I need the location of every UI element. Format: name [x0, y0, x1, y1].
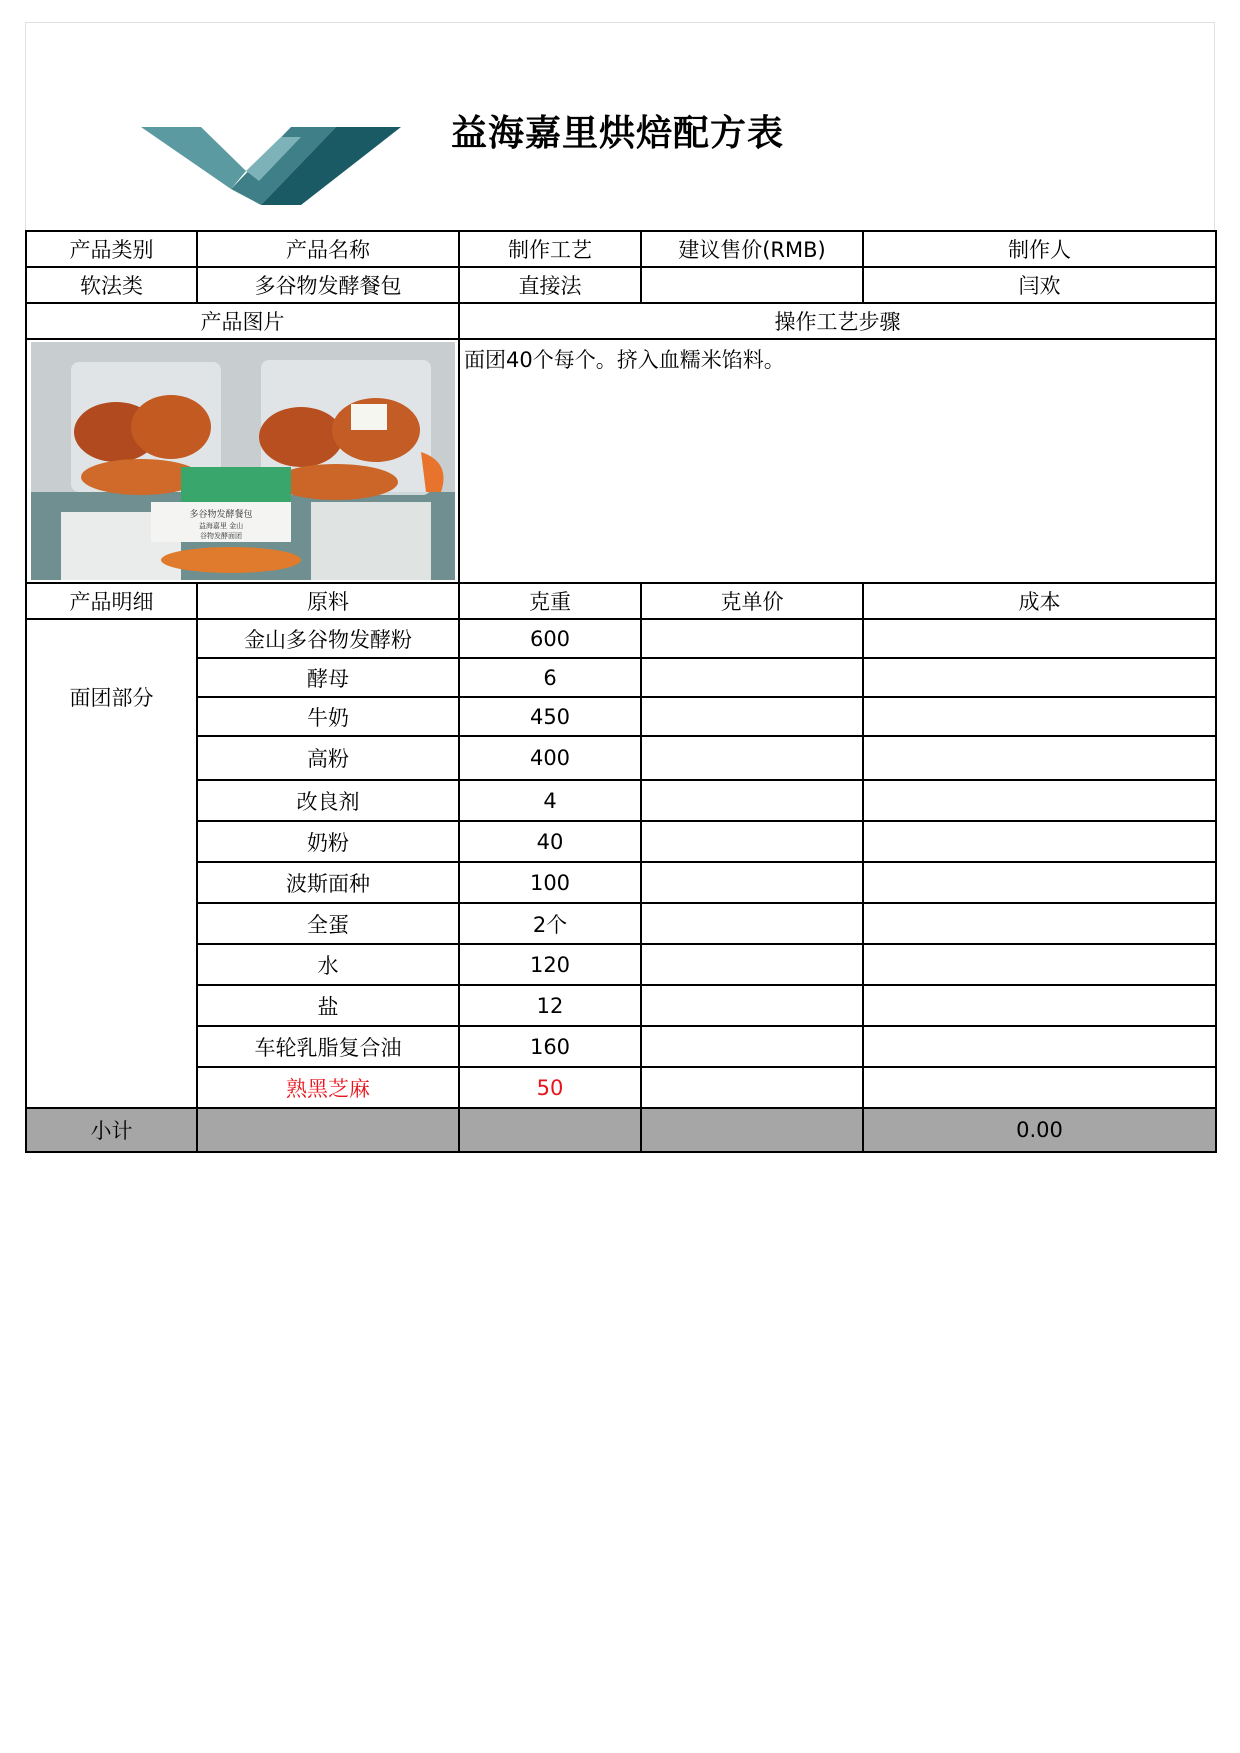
ingredient-weight: 2个 — [459, 903, 641, 944]
ingredient-name: 改良剂 — [197, 780, 459, 821]
ingredient-name: 牛奶 — [197, 697, 459, 736]
ingredient-unit-price — [641, 862, 863, 903]
ingredient-name: 酵母 — [197, 658, 459, 697]
ingredient-row — [26, 821, 1216, 862]
ingredient-weight: 12 — [459, 985, 641, 1026]
ingredient-unit-price — [641, 903, 863, 944]
ingredient-row — [26, 944, 1216, 985]
ingredient-unit-price — [641, 736, 863, 780]
ingredient-cost — [863, 1067, 1216, 1108]
ingredient-name: 高粉 — [197, 736, 459, 780]
subtotal-cell — [641, 1108, 863, 1152]
ingredient-weight: 600 — [459, 619, 641, 658]
subtotal-cell — [197, 1108, 459, 1152]
ingredient-weight: 50 — [459, 1067, 641, 1108]
ingredient-cost — [863, 658, 1216, 697]
header-cell: 原料 — [197, 583, 459, 619]
ingredient-weight: 120 — [459, 944, 641, 985]
ingredient-weight: 160 — [459, 1026, 641, 1067]
ingredient-row — [26, 658, 1216, 697]
header-cell: 制作工艺 — [459, 231, 641, 267]
sheet-header — [25, 22, 1215, 230]
ingredient-name: 全蛋 — [197, 903, 459, 944]
ingredient-row — [26, 903, 1216, 944]
ingredient-weight: 400 — [459, 736, 641, 780]
header-cell: 产品类别 — [26, 231, 197, 267]
maker-name: 闫欢 — [863, 267, 1216, 303]
subtotal-row — [26, 1108, 1216, 1152]
ingredient-row — [26, 1026, 1216, 1067]
ingredient-weight: 450 — [459, 697, 641, 736]
ingredient-cost — [863, 944, 1216, 985]
ingredient-unit-price — [641, 658, 863, 697]
group-label-text: 面团部分 — [69, 686, 154, 710]
ingredient-name: 奶粉 — [197, 821, 459, 862]
ingredient-row — [26, 736, 1216, 780]
ingredient-name: 水 — [197, 944, 459, 985]
ingredient-row — [26, 619, 1216, 658]
ingredient-unit-price — [641, 821, 863, 862]
wave-w-logo-icon — [141, 119, 401, 209]
ingredient-weight: 4 — [459, 780, 641, 821]
ingredient-unit-price — [641, 1067, 863, 1108]
header-cell: 制作人 — [863, 231, 1216, 267]
steps-header: 操作工艺步骤 — [459, 303, 1216, 339]
info-header-row — [26, 231, 1216, 267]
recipe-table — [25, 230, 1217, 1153]
ingredient-cost — [863, 736, 1216, 780]
product-category: 软法类 — [26, 267, 197, 303]
ingredient-unit-price — [641, 697, 863, 736]
detail-header-row — [26, 583, 1216, 619]
photo-header: 产品图片 — [26, 303, 459, 339]
ingredient-row — [26, 862, 1216, 903]
subtotal-cell — [459, 1108, 641, 1152]
ingredient-name: 车轮乳脂复合油 — [197, 1026, 459, 1067]
ingredient-unit-price — [641, 985, 863, 1026]
header-cell: 产品名称 — [197, 231, 459, 267]
ingredient-cost — [863, 619, 1216, 658]
ingredient-unit-price — [641, 619, 863, 658]
page-title: 益海嘉里烘焙配方表 — [451, 113, 785, 154]
photo-label-line: 多谷物发酵餐包 — [188, 510, 253, 520]
ingredient-cost — [863, 697, 1216, 736]
product-photo-cell — [26, 339, 459, 583]
product-photo — [31, 342, 455, 580]
group-label — [26, 619, 197, 1108]
ingredient-unit-price — [641, 1026, 863, 1067]
ingredient-name: 盐 — [197, 985, 459, 1026]
ingredient-weight: 6 — [459, 658, 641, 697]
recipe-sheet — [25, 22, 1215, 1152]
ingredient-cost — [863, 903, 1216, 944]
steps-text: 面团40个每个。挤入血糯米馅料。 — [459, 339, 1216, 583]
ingredient-unit-price — [641, 780, 863, 821]
header-cell: 产品明细 — [26, 583, 197, 619]
product-name: 多谷物发酵餐包 — [197, 267, 459, 303]
ingredient-cost — [863, 821, 1216, 862]
header-cell: 克重 — [459, 583, 641, 619]
ingredient-row — [26, 985, 1216, 1026]
ingredient-weight: 40 — [459, 821, 641, 862]
photo-steps-header-row — [26, 303, 1216, 339]
photo-steps-row — [26, 339, 1216, 583]
ingredient-cost — [863, 862, 1216, 903]
header-cell: 克单价 — [641, 583, 863, 619]
ingredient-row — [26, 697, 1216, 736]
ingredient-row — [26, 780, 1216, 821]
ingredient-row — [26, 1067, 1216, 1108]
info-value-row — [26, 267, 1216, 303]
ingredient-name: 波斯面种 — [197, 862, 459, 903]
process-method: 直接法 — [459, 267, 641, 303]
suggested-price — [641, 267, 863, 303]
header-cell: 成本 — [863, 583, 1216, 619]
ingredient-weight: 100 — [459, 862, 641, 903]
ingredient-cost — [863, 1026, 1216, 1067]
ingredient-name: 金山多谷物发酵粉 — [197, 619, 459, 658]
photo-label-line: 益海嘉里 金山 — [198, 522, 243, 530]
subtotal-cost: 0.00 — [863, 1108, 1216, 1152]
subtotal-label: 小计 — [26, 1108, 197, 1152]
ingredient-name: 熟黑芝麻 — [197, 1067, 459, 1108]
ingredient-unit-price — [641, 944, 863, 985]
ingredient-cost — [863, 780, 1216, 821]
photo-label-line: 谷物发酵面团 — [199, 532, 242, 540]
header-cell: 建议售价(RMB) — [641, 231, 863, 267]
ingredient-cost — [863, 985, 1216, 1026]
